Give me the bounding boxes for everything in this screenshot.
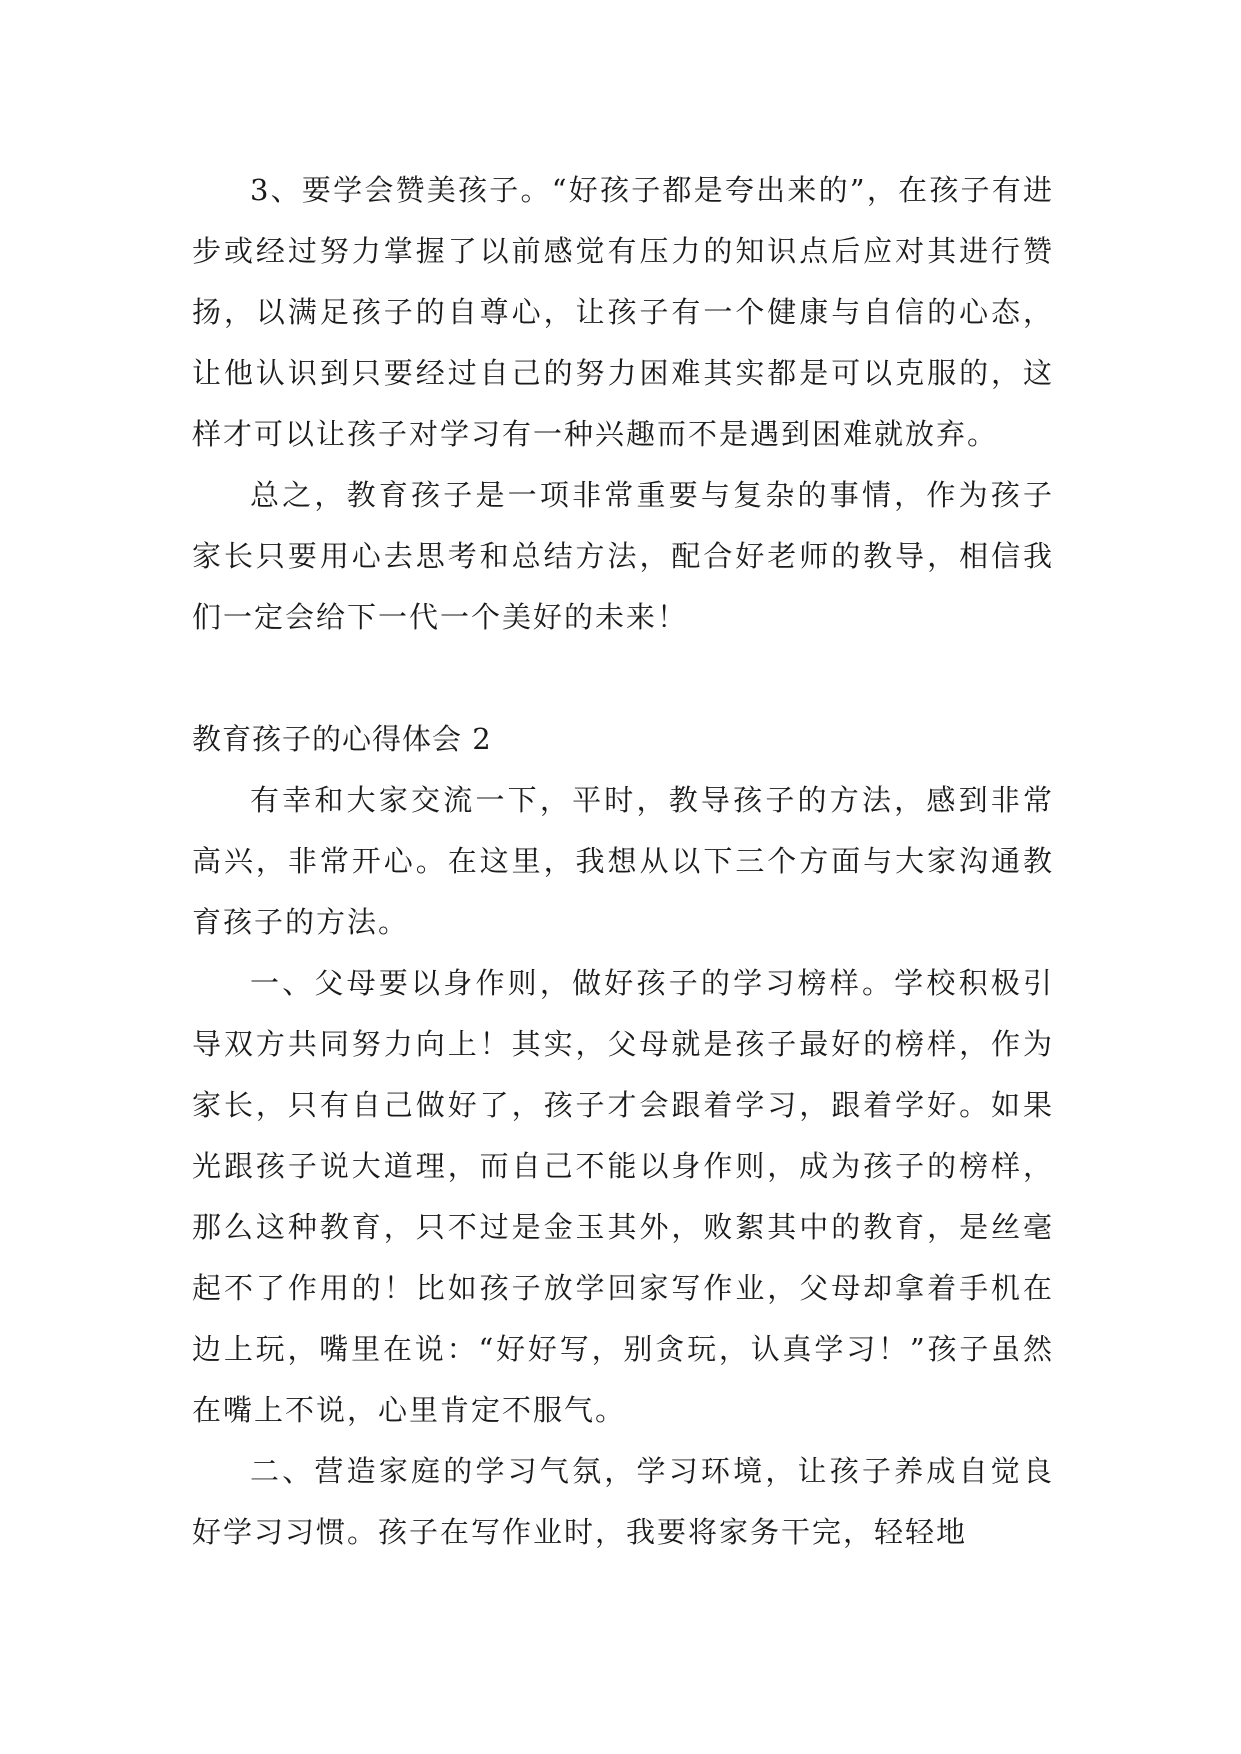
paragraph-intro: 有幸和大家交流一下，平时，教导孩子的方法，感到非常高兴，非常开心。在这里，我想从以下三个方面与大家沟通教育孩子的方法。: [192, 783, 1054, 939]
paragraph-conclusion: 总之，教育孩子是一项非常重要与复杂的事情，作为孩子家长只要用心去思考和总结方法，配合好老师的教导，相信我们一定会给下一代一个美好的未来！: [192, 478, 1054, 634]
document-body: [192, 160, 1054, 1563]
paragraph-praise-children: 3、要学会赞美孩子。“好孩子都是夸出来的”，在孩子有进步或经过努力掌握了以前感觉有压力的知识点后应对其进行赞扬，以满足孩子的自尊心，让孩子有一个健康与自信的心态，让他认识到只要经过自己的努力困难其实都是可以克服的，这样才可以让孩子对学习有一种兴趣而不是遇到困难就放弃。: [192, 173, 1054, 451]
paragraph-point-two: 二、营造家庭的学习气氛，学习环境，让孩子养成自觉良好学习习惯。孩子在写作业时，我要将家务干完，轻轻地: [192, 1454, 1054, 1549]
paragraph-point-one: 一、父母要以身作则，做好孩子的学习榜样。学校积极引导双方共同努力向上！其实，父母就是孩子最好的榜样，作为家长，只有自己做好了，孩子才会跟着学习，跟着学好。如果光跟孩子说大道理，而自己不能以身作则，成为孩子的榜样，那么这种教育，只不过是金玉其外，败絮其中的教育，是丝毫起不了作用的！比如孩子放学回家写作业，父母却拿着手机在边上玩，嘴里在说：“好好写，别贪玩，认真学习！”孩子虽然在嘴上不说，心里肯定不服气。: [192, 966, 1054, 1427]
section-heading: 教育孩子的心得体会 2: [192, 722, 492, 756]
